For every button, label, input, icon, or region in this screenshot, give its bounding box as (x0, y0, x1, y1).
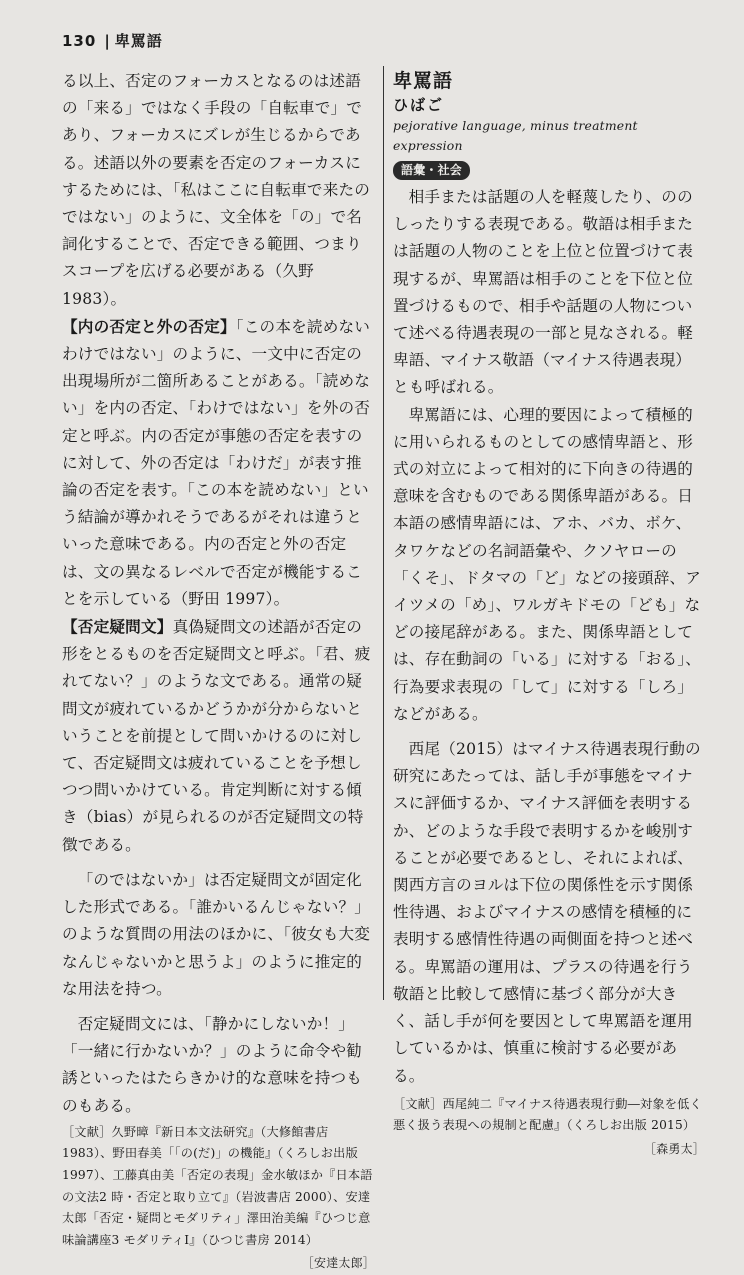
left-paragraph-3 (62, 613, 375, 859)
right-column (393, 68, 705, 1160)
column-divider (383, 66, 384, 1000)
right-paragraph-1: 相手または話題の人を軽蔑したり、ののしったりする表現である。敬語は相手または話題の人物のことを上位と位置づけて表現するが、卑罵語は相手のことを下位と位置づけるもので、相手や話題の人物について述べる待遇表現の一部と見なされる。軽卑語、マイナス敬語（マイナス待遇表現）とも呼ばれる。 (393, 188, 694, 397)
right-references (393, 1094, 705, 1161)
left-column (62, 68, 375, 1275)
entry-reading: ひばご (393, 96, 445, 114)
keyword-negative-question: 【否定疑問文】 (62, 617, 173, 637)
keyword-inner-outer-negation: 【内の否定と外の否定】 (62, 316, 236, 336)
right-paragraph-2: 卑罵語には、心理的要因によって積極的に用いられるものとしての感情卑語と、形式の対立によって相対的に下向きの待遇的意味を含むものである関係卑語がある。日本語の感情卑語には、アホ、バカ、ボケ、タワケなどの名詞語彙や、クソヤローの「くそ」、ドタマの「ど」などの接頭辞、アイツメの「め」、ワルガキドモの「ども」などの接尾辞がある。また、関係卑語としては、存在動詞の「いる」に対する「おる」、行為要求表現の「して」に対する「しろ」などがある。 (393, 405, 702, 723)
left-references-text: ［文献］久野暲『新日本文法研究』（大修館書店 1983）、野田春美「「の(だ)」の機能』（くろしお出版 1997）、工藤真由美「否定の表現」金水敏ほか『日本語の文法2 時・否定と取り立て』（岩波書店 2000）、安達太郎「否定・疑問とモダリティ」澤田治美編『ひつじ意味論講座3 モダリティⅠ』（ひつじ書房 2014） (62, 1124, 373, 1247)
entry-title: 卑罵語 (393, 70, 454, 92)
running-header (62, 30, 163, 51)
left-paragraph-4: 「のではないか」は否定疑問文が固定化した形式である。「誰かいるんじゃない？」のような質問の用法のほかに、「彼女も大変なんじゃないかと思うよ」のように推定的な用法を持つ。 (62, 870, 371, 998)
header-title: 卑罵語 (114, 32, 163, 50)
left-paragraph-5: 否定疑問文には、「静かにしないか！」「一緒に行かないか？」のように命令や勧誘といったはたらきかけ的な意味を持つものもある。 (62, 1014, 363, 1115)
left-paragraph-2-text: 「この本を読めないわけではない」のように、一文中に否定の出現場所が二箇所あることがある。「読めない」を内の否定、「わけではない」を外の否定と呼ぶ。内の否定が事態の否定を表すのに対して、外の否定は「わけだ」が表す推論の否定を表す。「この本を読めない」という結論が導かれそうであるがそれは違うといった意味である。内の否定と外の否定は、文の異なるレベルで否定が機能することを示している（野田 1997）。 (62, 317, 371, 608)
left-paragraph-2 (62, 313, 375, 613)
entry-english: pejorative language, minus treatment expression (393, 118, 638, 153)
page-number: 130 (62, 32, 97, 50)
left-references (62, 1122, 375, 1275)
left-paragraph-1: る以上、否定のフォーカスとなるのは述語の「来る」ではなく手段の「自転車で」であり、フォーカスにズレが生じるからである。述語以外の要素を否定のフォーカスにするためには、「私はここに自転車で来たのではない」のように、文全体を「の」で名詞化することで、否定できる範囲、つまりスコープを広げる必要がある（久野 1983）。 (62, 72, 371, 308)
left-author-signature: ［安達太郎］ (301, 1256, 375, 1271)
right-references-text: ［文献］西尾純二『マイナス待遇表現行動―対象を低く悪く扱う表現への規制と配慮』（くろしお出版 2015） (393, 1096, 702, 1133)
right-paragraph-3: 西尾（2015）はマイナス待遇表現行動の研究にあたっては、話し手が事態をマイナスに評価するか、マイナス評価を表明するか、どのような手段で表明するかを峻別することが必要であるとし、それによれば、関西方言のヨルは下位の関係性を示す関係性待遇、およびマイナスの感情を積極的に表明する感情性待遇の両側面を持つと述べる。卑罵語の運用は、プラスの待遇を行う敬語と比較して感情に基づく部分が大きく、話し手が何を要因として卑罵語を運用しているかは、慎重に検討する必要がある。 (393, 740, 701, 1085)
left-paragraph-3-text: 真偽疑問文の述語が否定の形をとるものを否定疑問文と呼ぶ。「君、疲れてない？」のような文である。通常の疑問文が疲れているかどうかが分からないということを前提として問いかけるのに対して、否定疑問文は疲れていることを予想しつつ問いかけている。肯定判断に対する傾き（bias）が見られるのが否定疑問文の特徴である。 (62, 618, 371, 854)
category-badge: 語彙・社会 (393, 161, 470, 180)
header-separator: | (104, 32, 111, 50)
right-author-signature: ［森勇太］ (643, 1141, 705, 1156)
